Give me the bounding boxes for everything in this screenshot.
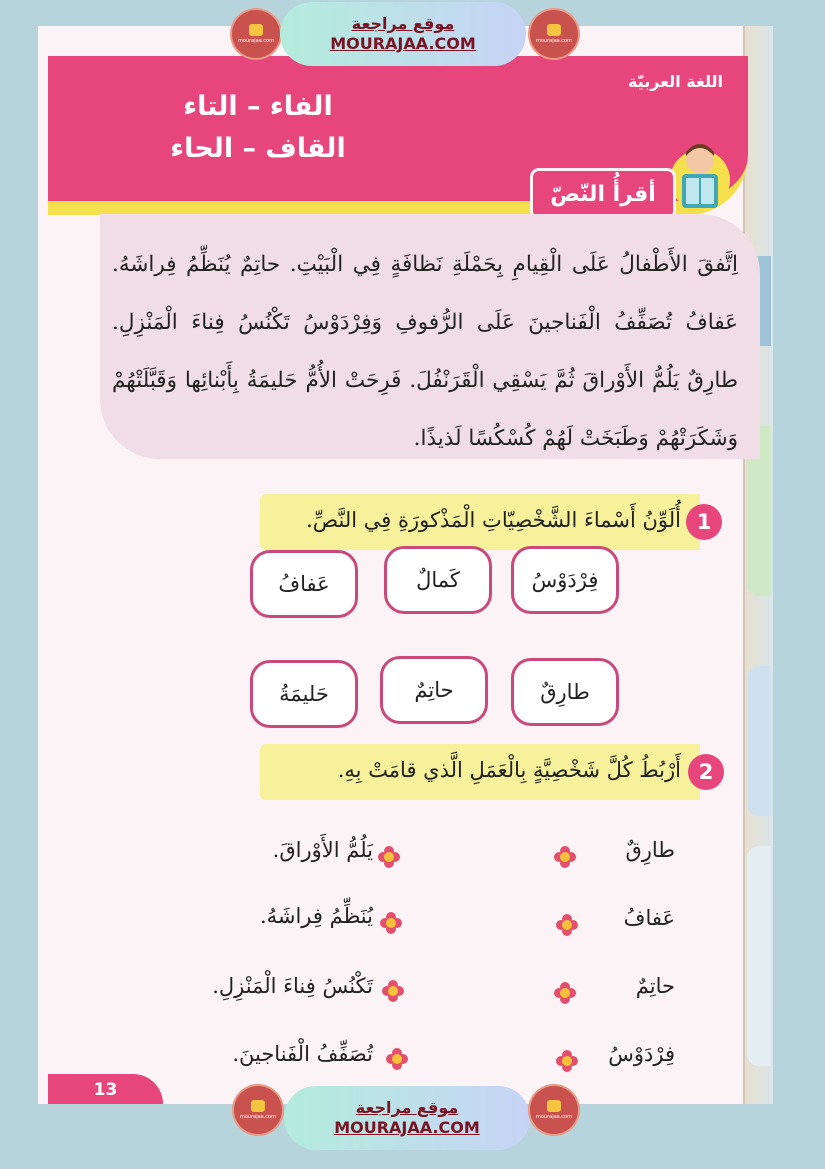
action-sweep-yard: تَكْنُسُ فِناءَ الْمَنْزِلِ. [212,974,373,998]
action-make-bed: يُنَظِّمُ فِراشَهُ. [259,904,373,928]
question-1 [38,494,773,550]
character-firdaws: فِرْدَوْسُ [608,1042,675,1066]
watermark-arabic: موقع مراجعة [355,1098,459,1117]
reading-passage [100,214,760,459]
question-1-number: 1 [686,504,722,540]
name-box-kamal[interactable]: كَمالٌ [384,546,492,614]
flower-dot-icon[interactable] [382,980,404,1002]
watermark-arabic: موقع مراجعة [351,14,455,33]
reading-child-icon [668,136,732,224]
character-afaf: عَفافُ [623,906,675,930]
question-2-number: 2 [688,754,724,790]
logo-badge-icon: mourajaa.com [530,10,578,58]
flower-dot-icon[interactable] [556,1050,578,1072]
read-text-tag: أقرأُ النّصّ [533,171,673,217]
page-number: 13 [48,1074,163,1104]
action-arrange-cups: تُصَفِّفُ الْفَناجينَ. [232,1042,373,1066]
logo-badge-icon: mourajaa.com [232,10,280,58]
character-hatim: حاتِمٌ [635,974,675,998]
next-page-edge [743,26,773,1104]
lesson-title-line2: القاف – الحاء [170,133,346,164]
character-tariq: طارِقٌ [625,838,675,862]
match-row-1 [38,834,773,874]
question-1-text: أُلَوِّنُ أَسْماءَ الشَّخْصِيّاتِ الْمَذْكورَةِ فِي النَّصِّ. [306,508,681,532]
name-box-tariq[interactable]: طارِقٌ [511,658,619,726]
flower-dot-icon[interactable] [554,982,576,1004]
flower-dot-icon[interactable] [556,914,578,936]
match-row-2 [38,902,773,942]
name-box-hatim[interactable]: حاتِمٌ [380,656,488,724]
subject-label: اللغة العربيّة [627,72,723,91]
flower-dot-icon[interactable] [386,1048,408,1070]
name-box-halima[interactable]: حَليمَةُ [250,660,358,728]
lesson-title-line1: الفاء – التاء [183,91,333,122]
name-box-afaf[interactable]: عَفافُ [250,550,358,618]
action-collect-papers: يَلُمُّ الأَوْراقَ. [272,838,373,862]
question-2-text: أَرْبُطُ كُلَّ شَخْصِيَّةٍ بِالْعَمَلِ الَّذي قامَتْ بِهِ. [337,758,681,782]
flower-dot-icon[interactable] [378,846,400,868]
name-box-firdaws[interactable]: فِرْدَوْسُ [511,546,619,614]
logo-badge-icon: mourajaa.com [234,1086,282,1134]
watermark-latin: MOURAJAA.COM [334,1118,480,1137]
lesson-title [148,86,368,170]
workbook-page [38,26,773,1104]
logo-badge-icon: mourajaa.com [530,1086,578,1134]
match-row-3 [38,970,773,1010]
flower-dot-icon[interactable] [380,912,402,934]
passage-text: اِتَّفقَ الأَطْفالُ عَلَى الْقِيامِ بِحَمْلَةِ نَظافَةٍ فِي الْبَيْتِ. حاتِمٌ يُنَظِّمُ فِراشَهُ. عَفافُ تُصَفِّفُ الْفَناجينَ عَلَى الرُّفوفِ وَفِرْدَوْسُ تَكْنُسُ فِناءَ الْمَنْزِلِ. طارِقٌ يَلُمُّ الأَوْراقَ ثُمَّ يَسْقِي الْقَرَنْفُلَ. فَرِحَتْ الأُمُّ حَليمَةُ بِأَبْنائِها وَقَبَّلَتْهُمْ وَشَكَرَتْهُمْ وَطَبَخَتْ لَهُمْ كُسْكُسًا لَذيذًا. [112,252,738,451]
question-2 [38,744,773,800]
match-row-4 [38,1038,773,1078]
watermark-top[interactable] [280,2,526,66]
watermark-bottom[interactable] [284,1086,530,1150]
flower-dot-icon[interactable] [554,846,576,868]
watermark-latin: MOURAJAA.COM [330,34,476,53]
